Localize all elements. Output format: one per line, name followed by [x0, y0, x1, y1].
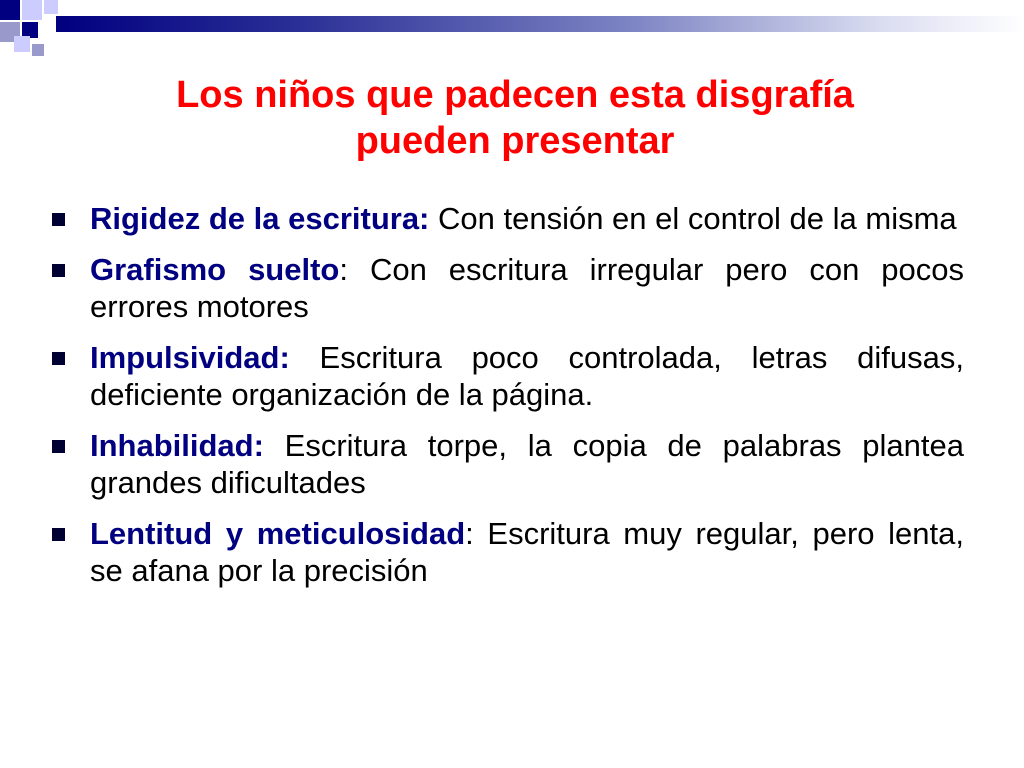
bullet-description: Escritura torpe, la copia de palabras plantea grandes dificultades	[90, 428, 964, 500]
bullet-item	[46, 200, 964, 237]
bullet-term: Rigidez de la escritura:	[90, 201, 430, 236]
square-bullet-icon	[52, 528, 65, 541]
bullet-term: Impulsividad:	[90, 340, 290, 375]
slide-title-line-1: Los niños que padecen esta disgrafía	[176, 74, 854, 116]
square-bullet-icon	[52, 352, 65, 365]
corner-square-top-light	[44, 0, 58, 14]
bullet-item	[46, 251, 964, 325]
bullet-term: Lentitud y meticulosidad	[90, 516, 466, 551]
corner-square-dark	[0, 0, 20, 20]
header-gradient-bar	[56, 16, 1024, 32]
slide-title-line-2: pueden presentar	[355, 120, 675, 162]
square-bullet-icon	[52, 440, 65, 453]
bullet-item	[46, 427, 964, 501]
bullet-description: Con tensión en el control de la misma	[429, 201, 957, 236]
corner-square-light	[22, 0, 42, 20]
bullet-term: Grafismo suelto	[90, 252, 340, 287]
bullet-description: Escritura poco controlada, letras difusas, deficiente organización de la página.	[90, 340, 964, 412]
bullet-description: Escritura muy regular, pero lenta, se afana por la precisión	[90, 516, 964, 588]
square-bullet-icon	[52, 264, 65, 277]
bullet-item	[46, 339, 964, 413]
corner-square-light-small	[14, 36, 30, 52]
square-bullet-icon	[52, 213, 65, 226]
bullet-item	[46, 515, 964, 589]
bullet-description: Con escritura irregular pero con pocos errores motores	[90, 252, 964, 324]
slide-title	[60, 72, 970, 164]
corner-square-tiny	[32, 44, 44, 56]
bullet-separator: :	[339, 252, 348, 287]
bullet-list	[46, 200, 964, 603]
bullet-separator: :	[465, 516, 474, 551]
bullet-term: Inhabilidad:	[90, 428, 264, 463]
